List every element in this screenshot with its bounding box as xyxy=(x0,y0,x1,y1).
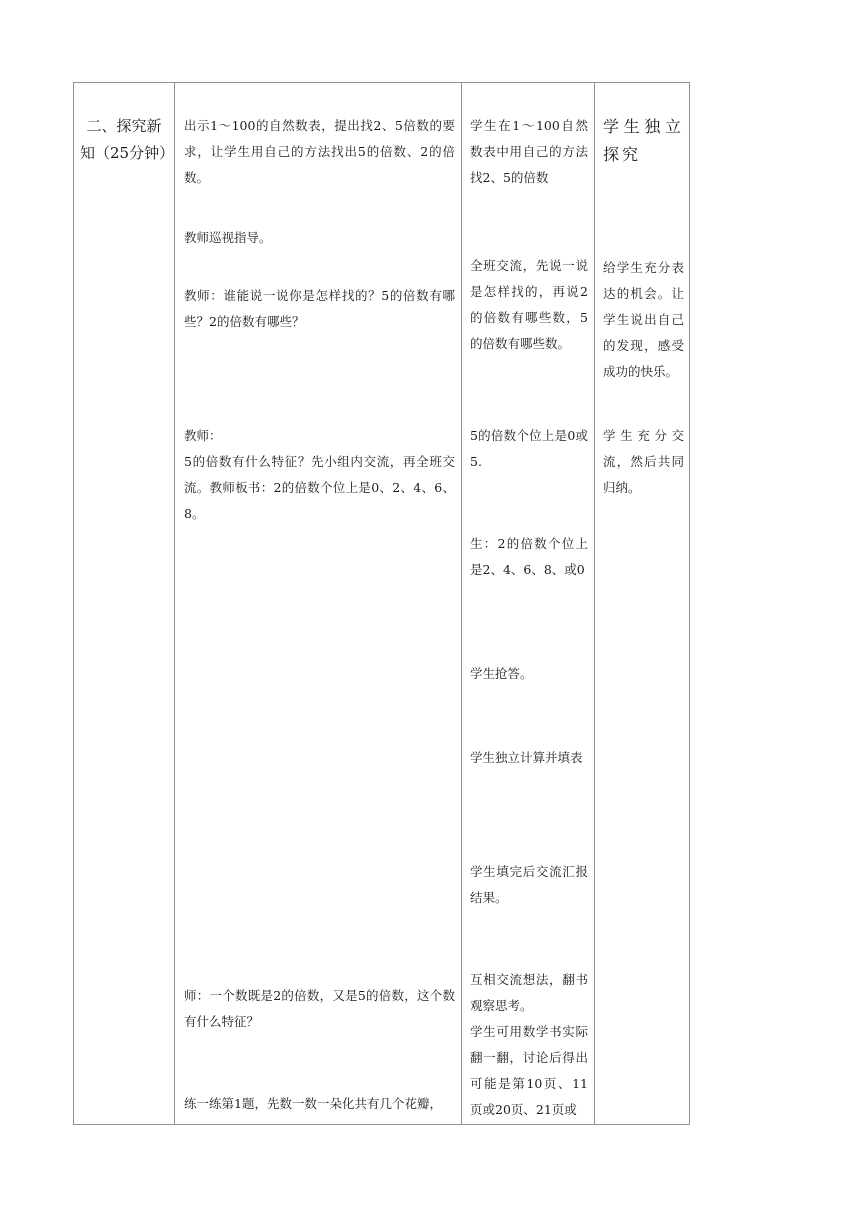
design-intent-cell xyxy=(595,83,690,1124)
student-paragraph: 学生独立计算并填表 xyxy=(470,750,583,765)
teacher-paragraph: 教师巡视指导。 xyxy=(184,230,272,245)
student-paragraph: 学生抢答。 xyxy=(470,666,533,681)
stage-cell xyxy=(74,83,175,1124)
intent-paragraph: 学生充分交流，然后共同归纳。 xyxy=(603,428,684,495)
teacher-paragraph: 教师：谁能说一说你是怎样找的？5的倍数有哪些？2的倍数有哪些？ xyxy=(184,288,455,329)
student-paragraph: 学生可用数学书实际翻一翻，讨论后得出可能是第10页、11页或20页、21页或 xyxy=(470,1024,588,1117)
teacher-paragraph: 教师： xyxy=(184,428,222,443)
intent-paragraph: 给学生充分表达的机会。让学生说出自己的发现，感受成功的快乐。 xyxy=(603,260,684,379)
teacher-paragraph: 5的倍数有什么特征？先小组内交流，再全班交流。教师板书：2的倍数个位上是0、2、4、6、8。 xyxy=(184,454,455,521)
stage-label: 二、探究新知（25分钟） xyxy=(80,117,175,162)
teacher-paragraph: 练一练第1题，先数一数一朵化共有几个花瓣， xyxy=(184,1096,442,1111)
student-paragraph: 互相交流想法，翻书观察思考。 xyxy=(470,972,588,1013)
student-paragraph: 5的倍数个位上是0或5. xyxy=(470,428,588,469)
lesson-plan-table xyxy=(73,82,690,1125)
student-paragraph: 学生在1～100自然数表中用自己的方法找2、5的倍数 xyxy=(470,118,588,185)
student-paragraph: 全班交流，先说一说是怎样找的，再说2的倍数有哪些数，5的倍数有哪些数。 xyxy=(470,258,588,351)
teacher-activity-cell xyxy=(175,83,462,1124)
intent-paragraph: 学生独立探究 xyxy=(603,117,684,164)
teacher-paragraph: 师：一个数既是2的倍数，又是5的倍数，这个数有什么特征？ xyxy=(184,988,455,1029)
student-activity-cell xyxy=(462,83,595,1124)
student-paragraph: 生：2的倍数个位上是2、4、6、8、或0 xyxy=(470,536,588,577)
teacher-paragraph: 出示1～100的自然数表，提出找2、5倍数的要求，让学生用自己的方法找出5的倍数、2的倍数。 xyxy=(184,118,455,185)
student-paragraph: 学生填完后交流汇报结果。 xyxy=(470,864,588,905)
